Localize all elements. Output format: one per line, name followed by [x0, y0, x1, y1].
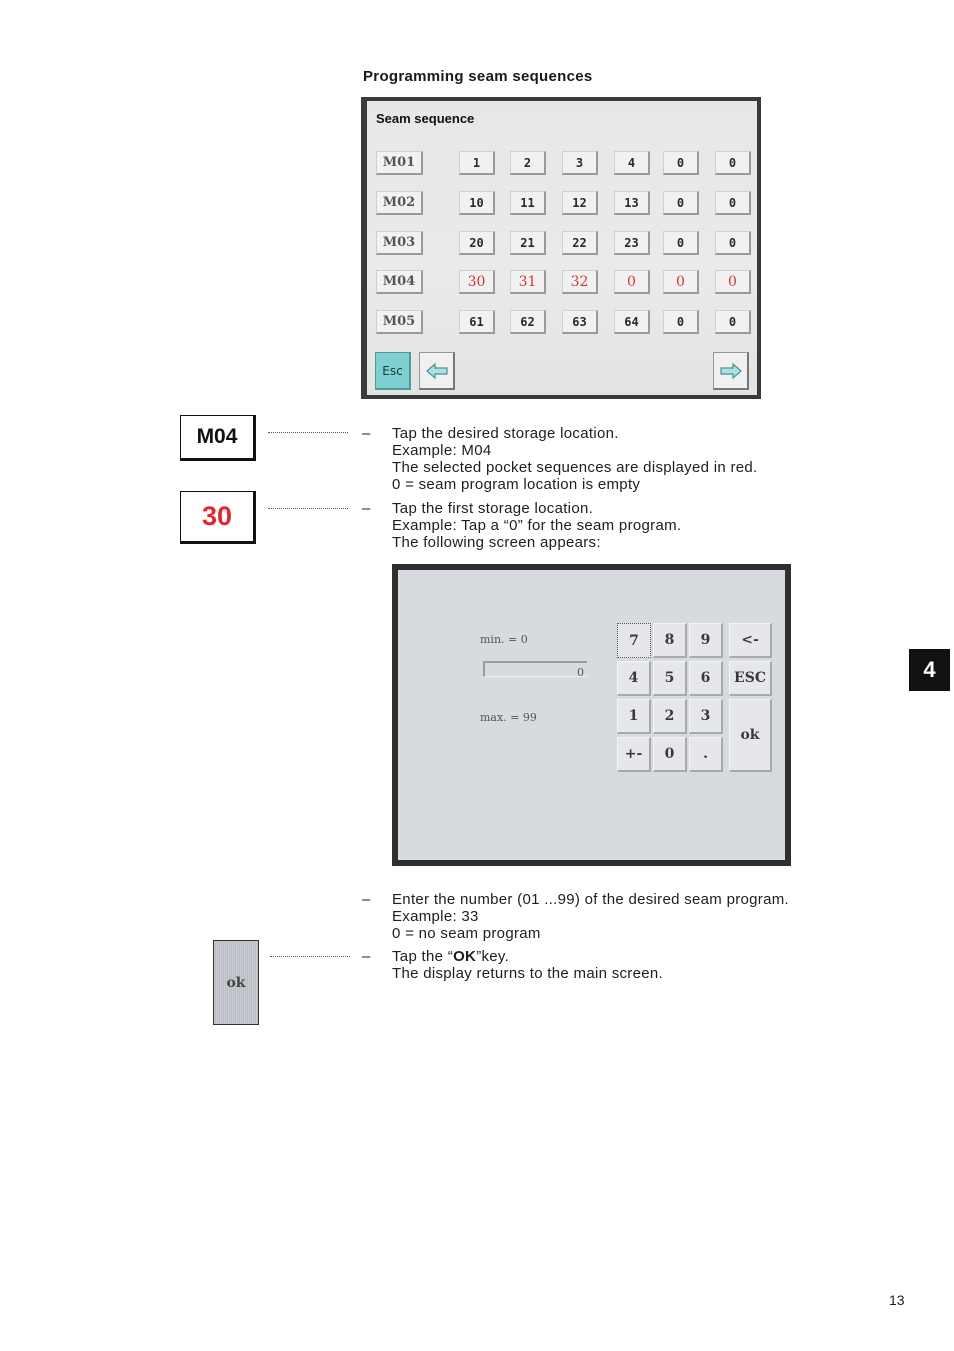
key-0[interactable]: 0 — [653, 737, 687, 772]
step-text: Example: Tap a “0” for the seam program. — [392, 517, 682, 534]
sequence-cell[interactable]: 11 — [510, 191, 546, 215]
key-8[interactable]: 8 — [653, 623, 687, 658]
row-label-m03[interactable]: M03 — [376, 231, 423, 255]
step-text: Tap the first storage location. — [392, 500, 594, 517]
sequence-cell[interactable]: 12 — [562, 191, 598, 215]
number-entry-screen — [392, 564, 791, 866]
number-entry-panel — [398, 570, 785, 860]
sequence-cell[interactable]: 21 — [510, 231, 546, 255]
step-text — [392, 948, 663, 965]
row-label-m01[interactable]: M01 — [376, 151, 423, 175]
backspace-key[interactable]: <- — [729, 623, 772, 658]
bullet-dash: – — [362, 500, 371, 517]
m04-key-label: M04 — [196, 425, 238, 448]
sequence-cell[interactable]: 30 — [459, 270, 495, 294]
forward-button[interactable] — [713, 352, 749, 390]
seam-sequence-screen — [361, 97, 761, 399]
sequence-cell[interactable]: 4 — [614, 151, 650, 175]
sequence-cell[interactable]: 23 — [614, 231, 650, 255]
sequence-cell[interactable]: 64 — [614, 310, 650, 334]
step-tap-ok — [392, 948, 663, 982]
bullet-dash: – — [362, 891, 371, 908]
section-heading: Programming seam sequences — [363, 68, 593, 85]
arrow-left-icon — [426, 363, 448, 379]
key-6[interactable]: 6 — [689, 661, 723, 696]
key-1[interactable]: 1 — [617, 699, 651, 734]
sequence-cell[interactable]: 13 — [614, 191, 650, 215]
sequence-cell[interactable]: 10 — [459, 191, 495, 215]
sequence-cell[interactable]: 0 — [715, 231, 751, 255]
sequence-cell[interactable]: 22 — [562, 231, 598, 255]
screen-title: Seam sequence — [376, 111, 475, 126]
step-text-part: Tap the “ — [392, 948, 454, 965]
thirty-key-label: 30 — [201, 501, 233, 531]
step-text: 0 = no seam program — [392, 925, 541, 942]
key-2[interactable]: 2 — [653, 699, 687, 734]
step-text: Example: M04 — [392, 442, 492, 459]
value-display: 0 — [577, 666, 584, 679]
min-label: min. = 0 — [480, 633, 528, 646]
step-first-location — [392, 500, 681, 551]
sequence-cell[interactable]: 0 — [614, 270, 650, 294]
sequence-cell[interactable]: 32 — [562, 270, 598, 294]
key-9[interactable]: 9 — [689, 623, 723, 658]
seam-sequence-panel — [367, 101, 757, 395]
arrow-right-icon — [720, 363, 742, 379]
step-text: The selected pocket sequences are displayed in red. — [392, 459, 758, 476]
bullet-dash: – — [362, 948, 371, 965]
sequence-cell[interactable]: 0 — [715, 270, 751, 294]
row-label-m04[interactable]: M04 — [376, 270, 423, 294]
step-text-part: ”key. — [476, 948, 510, 965]
sequence-cell[interactable]: 0 — [715, 310, 751, 334]
page-number: 13 — [889, 1292, 905, 1308]
back-button[interactable] — [419, 352, 455, 390]
sequence-cell[interactable]: 1 — [459, 151, 495, 175]
row-label-m02[interactable]: M02 — [376, 191, 423, 215]
leader-dots — [268, 432, 348, 433]
key-5[interactable]: 5 — [653, 661, 687, 696]
sequence-cell[interactable]: 0 — [663, 310, 699, 334]
ok-emphasis: OK — [453, 948, 477, 965]
row-label-m05[interactable]: M05 — [376, 310, 423, 334]
step-text: The display returns to the main screen. — [392, 965, 663, 982]
step-text: Tap the desired storage location. — [392, 425, 619, 442]
step-text: Example: 33 — [392, 908, 479, 925]
sequence-cell[interactable]: 0 — [663, 191, 699, 215]
sequence-cell[interactable]: 31 — [510, 270, 546, 294]
sequence-cell[interactable]: 20 — [459, 231, 495, 255]
key-3[interactable]: 3 — [689, 699, 723, 734]
esc-button[interactable] — [375, 352, 411, 390]
sequence-cell[interactable]: 0 — [715, 151, 751, 175]
step-enter-number — [392, 891, 789, 942]
ok-key[interactable]: ok — [729, 699, 772, 772]
bullet-dash: – — [362, 425, 371, 442]
key-4[interactable]: 4 — [617, 661, 651, 696]
sequence-cell[interactable]: 0 — [715, 191, 751, 215]
step-text: 0 = seam program location is empty — [392, 476, 641, 493]
esc-label: Esc — [382, 363, 403, 378]
step-text: Enter the number (01 ...99) of the desired seam program. — [392, 891, 789, 908]
ok-key-label: ok — [226, 974, 246, 991]
key-7[interactable]: 7 — [617, 623, 651, 658]
sequence-cell[interactable]: 61 — [459, 310, 495, 334]
sequence-cell[interactable]: 0 — [663, 231, 699, 255]
max-label: max. = 99 — [480, 711, 537, 724]
leader-dots — [270, 956, 350, 957]
value-field[interactable] — [483, 661, 587, 677]
leader-dots — [268, 508, 348, 509]
step-text: The following screen appears: — [392, 534, 601, 551]
m04-key-icon — [180, 415, 256, 461]
sequence-cell[interactable]: 0 — [663, 270, 699, 294]
decimal-key[interactable]: . — [689, 737, 723, 772]
esc-key[interactable]: ESC — [729, 661, 772, 696]
step-select-location — [392, 425, 758, 493]
sequence-cell[interactable]: 3 — [562, 151, 598, 175]
plus-minus-key[interactable]: +- — [617, 737, 651, 772]
sequence-cell[interactable]: 0 — [663, 151, 699, 175]
sequence-cell[interactable]: 63 — [562, 310, 598, 334]
ok-key-icon — [213, 940, 259, 1025]
chapter-tab: 4 — [909, 649, 950, 691]
sequence-cell[interactable]: 2 — [510, 151, 546, 175]
thirty-key-icon — [180, 491, 256, 544]
sequence-cell[interactable]: 62 — [510, 310, 546, 334]
